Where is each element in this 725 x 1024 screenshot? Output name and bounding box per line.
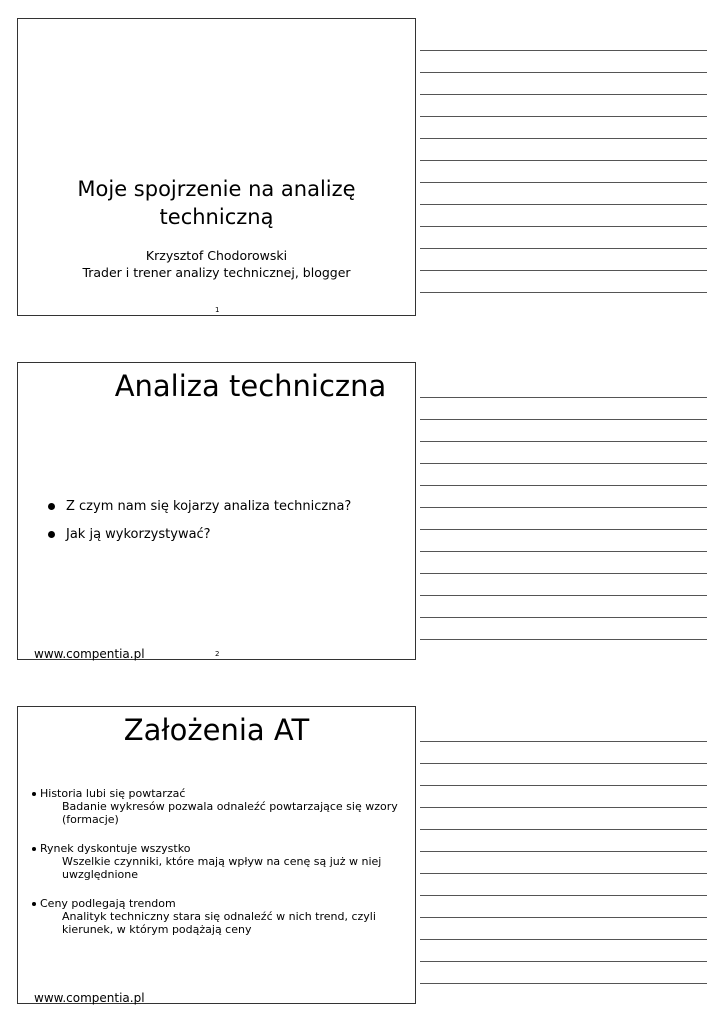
list-item (48, 521, 351, 549)
slide-1-page-number: 1 (215, 306, 220, 314)
note-line (420, 419, 707, 420)
note-line (420, 873, 707, 874)
slide-3 (17, 706, 416, 1004)
slide-1-author-block (18, 247, 415, 281)
note-line (420, 72, 707, 73)
slide-2-bullet-list (48, 493, 351, 549)
slide-3-item-list (32, 787, 407, 952)
note-line (420, 785, 707, 786)
slide-2 (17, 362, 416, 660)
note-line (420, 895, 707, 896)
note-line (420, 226, 707, 227)
note-line (420, 507, 707, 508)
note-line (420, 829, 707, 830)
note-line (420, 595, 707, 596)
note-line (420, 529, 707, 530)
item-detail-line-1: Badanie wykresów pozwala odnaleźć powtarzające się wzory (62, 800, 398, 813)
note-line (420, 292, 707, 293)
note-line (420, 485, 707, 486)
slide-1 (17, 18, 416, 316)
note-line (420, 741, 707, 742)
note-line (420, 639, 707, 640)
note-line (420, 807, 707, 808)
item-detail-line-1: Wszelkie czynniki, które mają wpływ na cenę są już w niej (62, 855, 382, 868)
note-line (420, 917, 707, 918)
bullet-text: Jak ją wykorzystywać? (66, 527, 211, 542)
note-line (420, 617, 707, 618)
note-line (420, 204, 707, 205)
list-item (32, 787, 407, 826)
slide-2-page-number: 2 (215, 650, 220, 658)
note-line (420, 441, 707, 442)
note-line (420, 270, 707, 271)
note-line (420, 551, 707, 552)
slide-1-title-line-2: techniczną (159, 205, 274, 229)
item-detail-line-2: (formacje) (62, 813, 119, 826)
list-item (48, 493, 351, 521)
note-line (420, 763, 707, 764)
bullet-text: Z czym nam się kojarzy analiza techniczna? (66, 499, 352, 514)
note-line (420, 939, 707, 940)
slide-3-title: Założenia AT (123, 713, 310, 747)
note-line (420, 138, 707, 139)
list-item (32, 842, 407, 881)
note-line (420, 94, 707, 95)
item-heading: Ceny podlegają trendom (32, 897, 407, 910)
bullet-icon (48, 531, 55, 538)
item-heading: Rynek dyskontuje wszystko (32, 842, 407, 855)
slide-2-footer-url: www.compentia.pl (34, 647, 145, 661)
note-line (420, 182, 707, 183)
note-line (420, 851, 707, 852)
slide-3-footer-url: www.compentia.pl (34, 991, 145, 1005)
slide-1-author: Krzysztof Chodorowski (145, 248, 288, 263)
item-detail-line-1: Analityk techniczny stara się odnaleźć w nich trend, czyli (62, 910, 376, 923)
slide-1-title (18, 175, 415, 231)
note-line (420, 961, 707, 962)
item-detail-line-2: uwzględnione (62, 868, 139, 881)
slide-1-subtitle: Trader i trener analizy technicznej, blogger (82, 265, 351, 280)
note-line (420, 463, 707, 464)
slide-1-title-line-1: Moje spojrzenie na analizę (77, 177, 356, 201)
item-detail-line-2: kierunek, w którym podążają ceny (62, 923, 252, 936)
item-heading: Historia lubi się powtarzać (32, 787, 407, 800)
note-line (420, 116, 707, 117)
note-line (420, 50, 707, 51)
list-item (32, 897, 407, 936)
note-line (420, 248, 707, 249)
note-line (420, 983, 707, 984)
note-line (420, 160, 707, 161)
note-line (420, 397, 707, 398)
slide-2-title: Analiza techniczna (114, 369, 387, 403)
note-line (420, 573, 707, 574)
bullet-icon (48, 503, 55, 510)
